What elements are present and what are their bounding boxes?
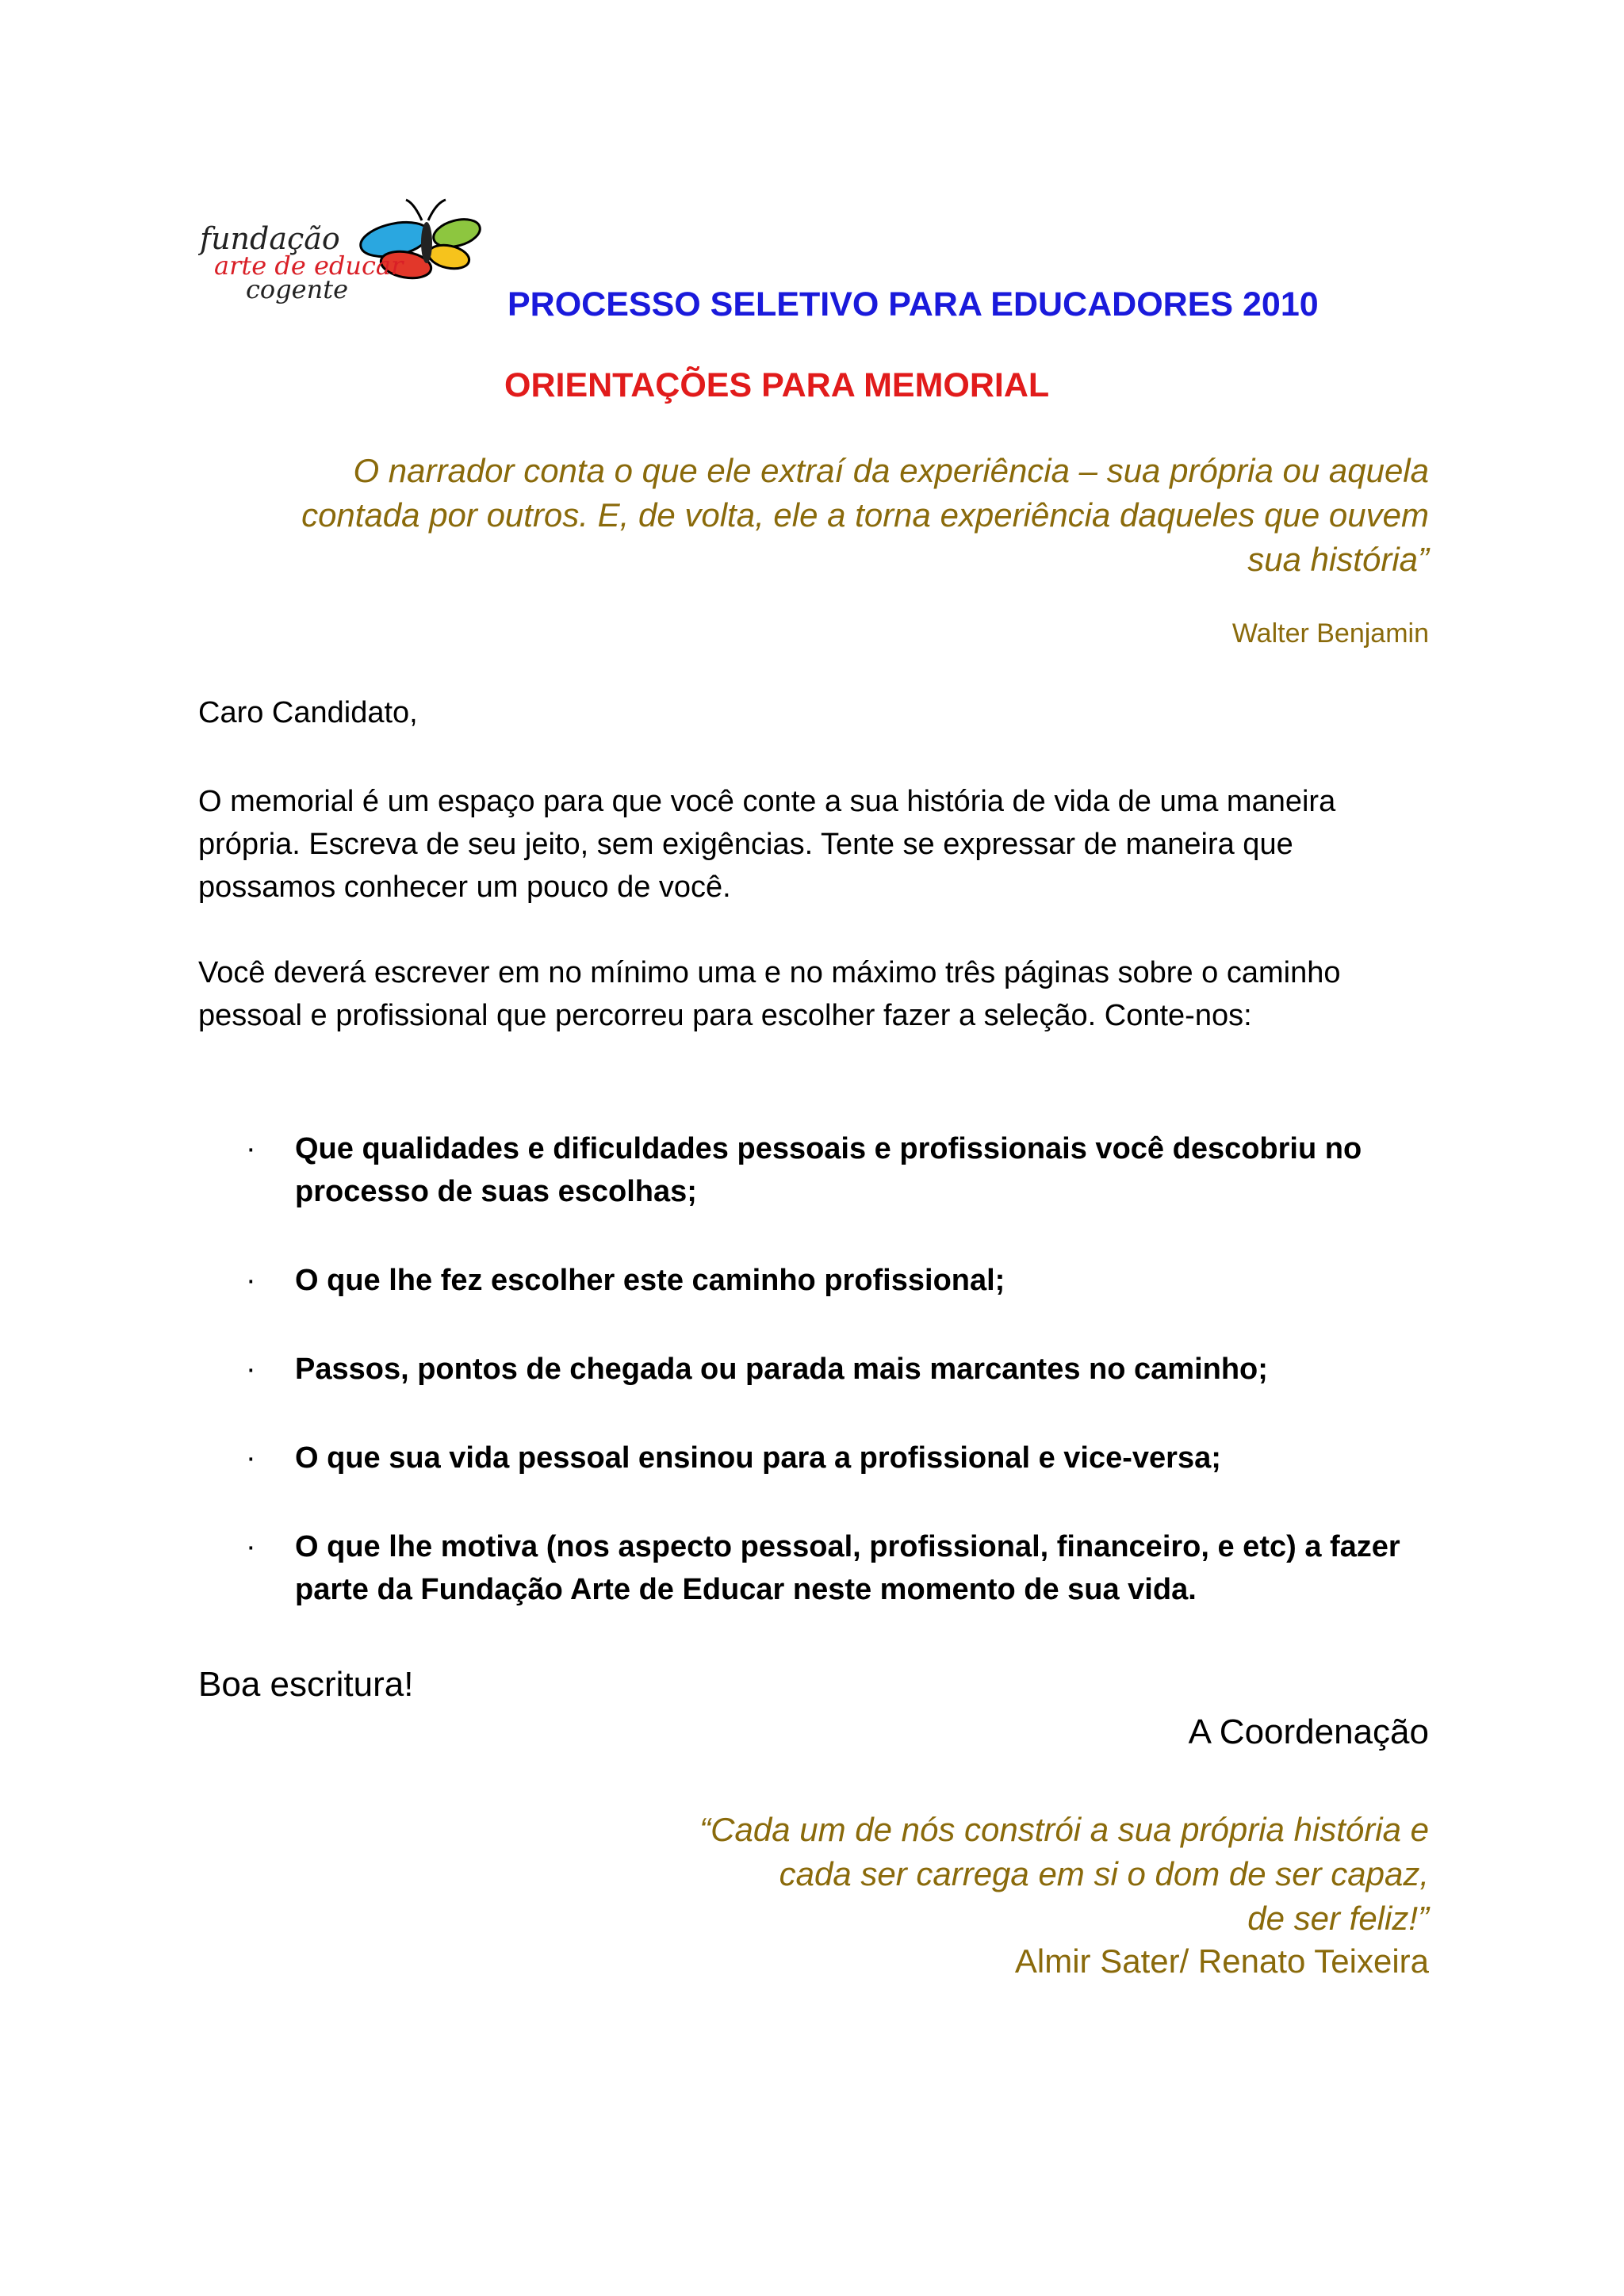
epigraph-quote: [198, 449, 1429, 582]
list-item-text: Que qualidades e dificuldades pessoais e profissionais você descobriu no processo de suas escolhas;: [295, 1132, 1362, 1208]
epigraph-line: contada por outros. E, de volta, ele a torna experiência daqueles que ouvem: [301, 496, 1429, 534]
quote-author: Almir Sater/ Renato Teixeira: [1014, 1942, 1429, 1980]
logo-line-3: cogente: [246, 274, 349, 304]
list-item: [198, 1525, 1435, 1611]
list-item-text: Passos, pontos de chegada ou parada mais marcantes no caminho;: [295, 1353, 1268, 1386]
list-item: [198, 1348, 1435, 1391]
paragraph-instructions: Você deverá escrever em no mínimo uma e no máximo três páginas sobre o caminho pessoal e profissional que percorreu para escolher fazer a seleção. Conte-nos:: [198, 956, 1341, 1032]
logo-line-2: arte de educar: [214, 251, 404, 281]
epigraph-author: Walter Benjamin: [1231, 618, 1429, 649]
bullet-icon: ·: [246, 1353, 256, 1386]
closing-text: Boa escritura!: [198, 1665, 414, 1704]
list-item-text: O que lhe motiva (nos aspecto pessoal, profissional, financeiro, e etc) a fazer parte da Fundação Arte de Educar neste momento de sua vida.: [295, 1530, 1400, 1606]
butterfly-icon: [198, 193, 484, 304]
bullet-icon: ·: [246, 1530, 256, 1563]
paragraph-intro: O memorial é um espaço para que você conte a sua história de vida de uma maneira própria. Escreva de seu jeito, sem exigências. Tente se expressar de maneira que possamos conhecer um pouco de você.: [198, 785, 1336, 904]
list-item: [198, 1259, 1435, 1302]
quote-line: “Cada um de nós constrói a sua própria história e: [699, 1811, 1429, 1848]
list-item-text: O que lhe fez escolher este caminho profissional;: [295, 1264, 1005, 1297]
epigraph-line: sua história”: [1247, 541, 1429, 578]
list-item-text: O que sua vida pessoal ensinou para a profissional e vice-versa;: [295, 1441, 1221, 1475]
list-item: [198, 1127, 1435, 1213]
signature: A Coordenação: [1188, 1712, 1429, 1751]
bullet-icon: ·: [246, 1441, 256, 1475]
bullet-icon: ·: [246, 1264, 256, 1297]
logo-line-1: fundação: [200, 221, 340, 256]
page-subtitle: ORIENTAÇÕES PARA MEMORIAL: [504, 366, 1050, 404]
epigraph-line: O narrador conta o que ele extraí da experiência – sua própria ou aquela: [353, 452, 1429, 489]
foundation-logo: [198, 193, 484, 304]
quote-line: de ser feliz!”: [1247, 1900, 1429, 1937]
list-item: [198, 1437, 1435, 1479]
page-title: PROCESSO SELETIVO PARA EDUCADORES 2010: [508, 285, 1319, 323]
closing-quote: [555, 1808, 1429, 1941]
greeting: Caro Candidato,: [198, 696, 418, 729]
quote-line: cada ser carrega em si o dom de ser capaz,: [779, 1855, 1429, 1892]
bullet-icon: ·: [246, 1132, 256, 1165]
guideline-list: [198, 1127, 1435, 1657]
